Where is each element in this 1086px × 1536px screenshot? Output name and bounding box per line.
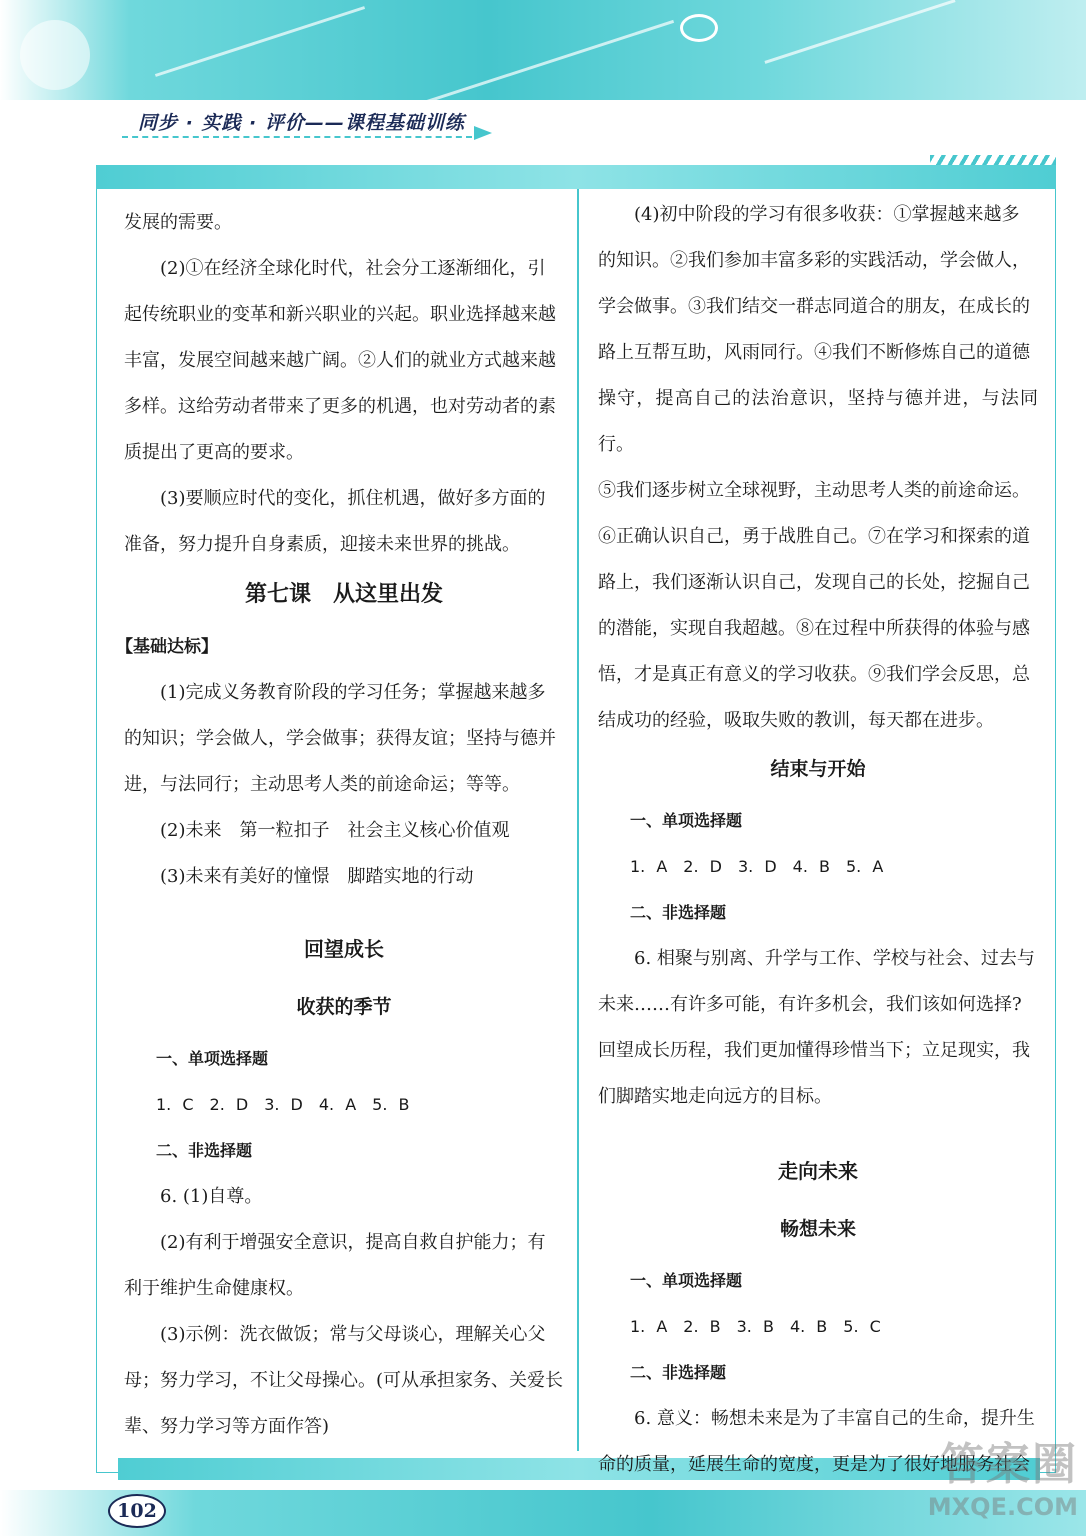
text-line: 的潜能，实现自我超越。⑧在过程中所获得的体验与感 <box>598 618 1030 639</box>
decorative-blob <box>20 20 90 90</box>
paragraph <box>124 1220 564 1312</box>
text-line: 起传统职业的变革和新兴职业的兴起。职业选择越来越 <box>124 304 556 325</box>
paragraph: 发展的需要。 <box>124 212 232 233</box>
answer-line: 1. C 2. D 3. D 4. A 5. B <box>156 1095 410 1114</box>
paragraph <box>598 192 1038 744</box>
text-line: ⑤我们逐步树立全球视野，主动思考人类的前途命运。 <box>598 480 1030 501</box>
text-line: 利于维护生命健康权。 <box>124 1278 304 1299</box>
text-line: 质提出了更高的要求。 <box>124 442 304 463</box>
top-banner <box>0 0 1086 100</box>
paragraph <box>124 1312 564 1450</box>
series-underline <box>122 136 472 138</box>
text-line: 结成功的经验，吸取失败的教训，每天都在进步。 <box>598 710 994 731</box>
text-line: 学会做事。③我们结交一群志同道合的朋友，在成长的 <box>598 296 1030 317</box>
text-line: (3)示例：洗衣做饭；常与父母谈心，理解关心父 <box>160 1324 546 1345</box>
section-heading: 二、非选择题 <box>630 903 727 922</box>
answer-line: 1. A 2. D 3. D 4. B 5. A <box>630 857 884 876</box>
lesson-title: 第七课 从这里出发 <box>244 582 443 607</box>
decorative-streak <box>764 0 955 64</box>
text-line: (4)初中阶段的学习有很多收获：①掌握越来越多 <box>634 204 1020 225</box>
section-heading: 二、非选择题 <box>156 1141 253 1160</box>
text-line: 辈、努力学习等方面作答) <box>124 1416 330 1437</box>
section-label: 【基础达标】 <box>116 637 218 657</box>
answer-line: 1. A 2. B 3. B 4. B 5. C <box>630 1317 881 1336</box>
right-column <box>598 192 1038 1534</box>
frame-top-band <box>96 165 1056 189</box>
text-line: 进，与法同行；主动思考人类的前途命运；等等。 <box>124 774 520 795</box>
sub-title: 畅想未来 <box>779 1218 856 1240</box>
paragraph <box>124 670 564 808</box>
text-line: 6. 意义：畅想未来是为了丰富自己的生命，提升生 <box>634 1408 1035 1429</box>
series-title: 同步 · 实践 · 评价——课程基础训练 <box>138 112 465 134</box>
text-line: 们脚踏实地走向远方的目标。 <box>598 1086 832 1107</box>
text-line: 准备，努力提升自身素质，迎接未来世界的挑战。 <box>124 534 520 555</box>
text-line: 路上，我们逐渐认识自己，发现自己的长处，挖掘自己 <box>598 572 1030 593</box>
watermark-url: MXQE.COM <box>927 1493 1078 1521</box>
paragraph <box>124 246 564 476</box>
unit-title: 回望成长 <box>304 937 384 961</box>
text-line: (2)有利于增强安全意识，提高自救自护能力；有 <box>160 1232 546 1253</box>
text-line: (2)①在经济全球化时代，社会分工逐渐细化，引 <box>160 258 546 279</box>
sub-title: 收获的季节 <box>296 996 392 1018</box>
column-divider <box>577 189 579 1451</box>
text-line: 多样。这给劳动者带来了更多的机遇，也对劳动者的素 <box>124 396 556 417</box>
unit-title: 走向未来 <box>778 1159 858 1183</box>
paragraph <box>598 936 1038 1120</box>
left-column <box>116 200 564 1450</box>
text-line: ⑥正确认识自己，勇于战胜自己。⑦在学习和探索的道 <box>598 526 1030 547</box>
text-line: 路上互帮互助，风雨同行。④我们不断修炼自己的道德 <box>598 342 1030 363</box>
text-line: 的知识；学会做人，学会做事；获得友谊；坚持与德并 <box>124 728 556 749</box>
text-line: 的知识。②我们参加丰富多彩的实践活动，学会做人， <box>598 250 1030 271</box>
text-line: 6. 相聚与别离、升学与工作、学校与社会、过去与 <box>634 948 1035 969</box>
section-heading: 一、单项选择题 <box>156 1049 269 1068</box>
paragraph <box>124 476 564 568</box>
arrow-icon <box>474 126 492 140</box>
text-line: 母；努力学习，不让父母操心。(可从承担家务、关爱长 <box>124 1370 564 1391</box>
watermark <box>902 1438 1078 1532</box>
decorative-streak <box>426 20 674 103</box>
decorative-circle <box>680 14 718 42</box>
paragraph: (3)未来有美好的憧憬 脚踏实地的行动 <box>160 866 474 887</box>
text-line: (3)要顺应时代的变化，抓住机遇，做好多方面的 <box>160 488 546 509</box>
text-line: 悟，才是真正有意义的学习收获。⑨我们学会反思，总 <box>598 664 1030 685</box>
section-heading: 二、非选择题 <box>630 1363 727 1382</box>
text-line: 丰富，发展空间越来越广阔。②人们的就业方式越来越 <box>124 350 556 371</box>
paragraph: (2)未来 第一粒扣子 社会主义核心价值观 <box>160 820 510 841</box>
text-line: 回望成长历程，我们更加懂得珍惜当下；立足现实，我 <box>598 1040 1030 1061</box>
text-line: (1)完成义务教育阶段的学习任务；掌握越来越多 <box>160 682 546 703</box>
section-heading: 一、单项选择题 <box>630 1271 743 1290</box>
text-line: 命的质量，延展生命的宽度，更是为了很好地服务社会 <box>598 1454 1030 1475</box>
section-heading: 一、单项选择题 <box>630 811 743 830</box>
page-number: 102 <box>108 1494 166 1528</box>
text-line: 操守，提高自己的法治意识，坚持与德并进，与法同行。 <box>598 388 1038 455</box>
watermark-logo: 答案圈 <box>940 1439 1078 1490</box>
decorative-streak <box>155 6 365 77</box>
text-line: 未来……有许多可能，有许多机会，我们该如何选择? <box>598 994 1022 1015</box>
paragraph: 6. (1)自尊。 <box>160 1186 263 1207</box>
sub-title: 结束与开始 <box>770 758 866 780</box>
